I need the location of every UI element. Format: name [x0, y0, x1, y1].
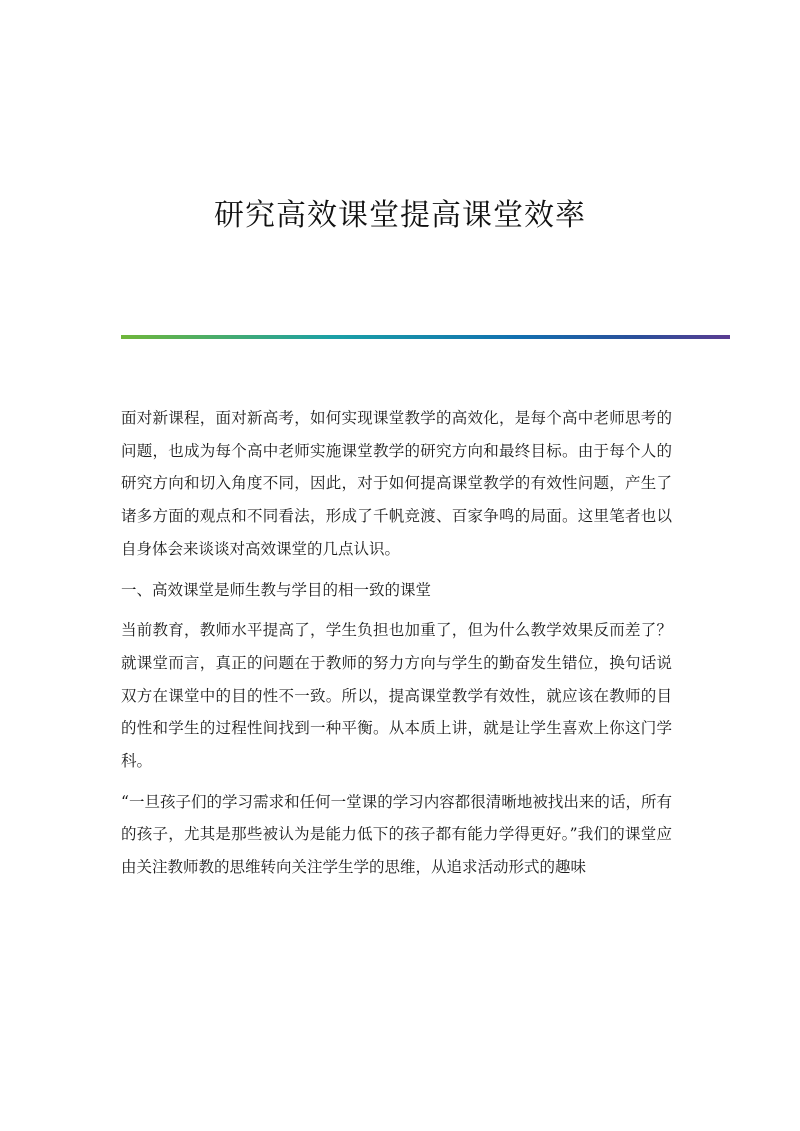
section-heading: 一、高效课堂是师生教与学目的相一致的课堂 — [121, 580, 432, 599]
title-divider — [121, 335, 730, 339]
document-body — [121, 402, 672, 892]
paragraph-quote: “一旦孩子们的学习需求和任何一堂课的学习内容都很清晰地被找出来的话，所有的孩子，尤其是那些被认为是能力低下的孩子都有能力学得更好。”我们的课堂应由关注教师教的思维转向关注学生学的思维，从追求活动形式的趣味 — [121, 792, 672, 877]
document-title: 研究高效课堂提高课堂效率 — [214, 198, 586, 233]
paragraph-body: 当前教育，教师水平提高了，学生负担也加重了，但为什么教学效果反而差了？就课堂而言，真正的问题在于教师的努力方向与学生的勤奋发生错位，换句话说双方在课堂中的目的性不一致。所以，提高课堂教学有效性，就应该在教师的目的性和学生的过程性间找到一种平衡。从本质上讲，就是让学生喜欢上你这门学科。 — [121, 621, 672, 771]
paragraph-intro: 面对新课程，面对新高考，如何实现课堂教学的高效化，是每个高中老师思考的问题，也成为每个高中老师实施课堂教学的研究方向和最终目标。由于每个人的研究方向和切入角度不同，因此，对于如何提高课堂教学的有效性问题，产生了诸多方面的观点和不同看法，形成了千帆竞渡、百家争鸣的局面。这里笔者也以自身体会来谈谈对高效课堂的几点认识。 — [121, 409, 672, 558]
